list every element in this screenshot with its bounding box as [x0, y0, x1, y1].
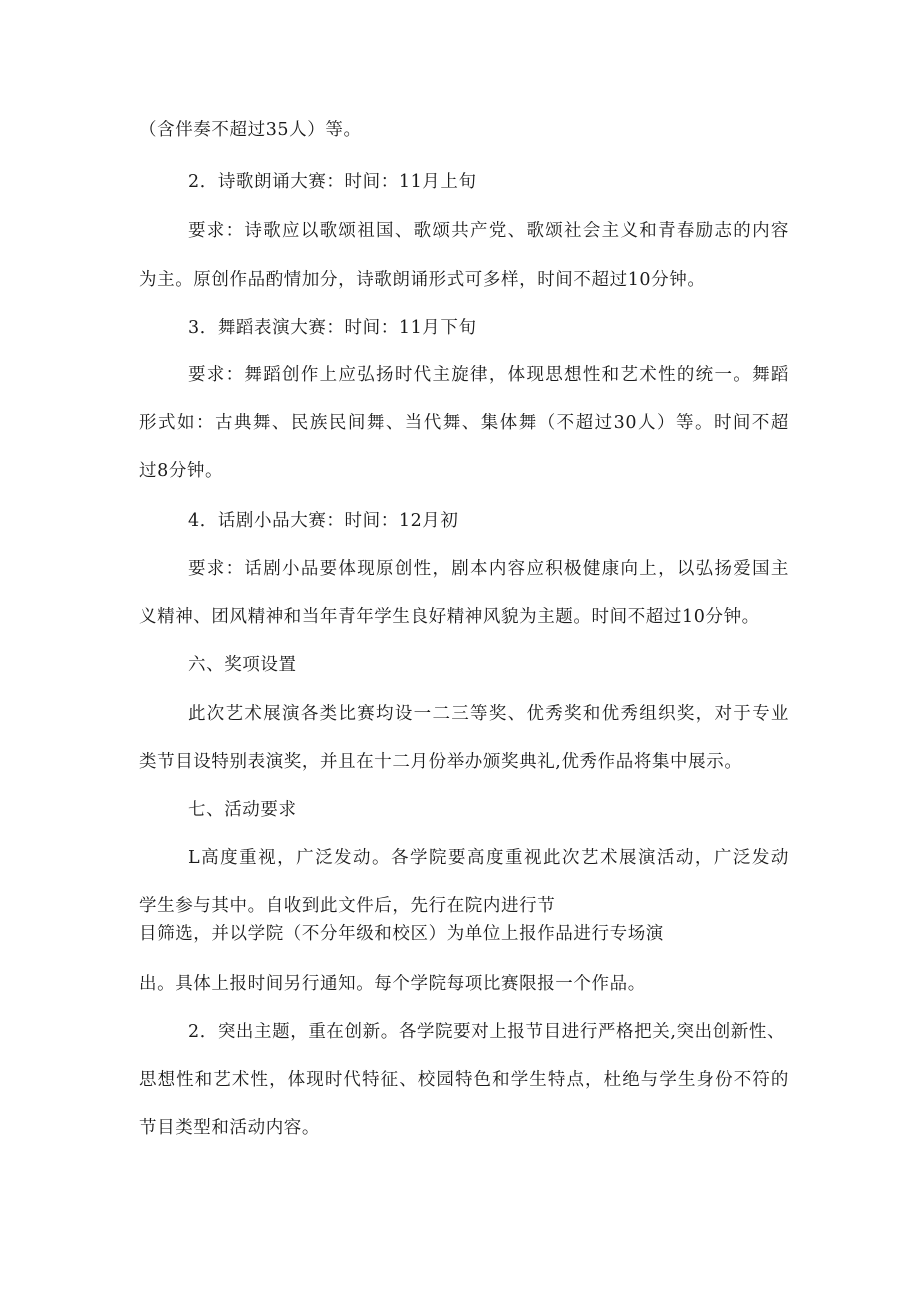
section-heading-drama: 4．话剧小品大赛：时间：12月初 [188, 511, 459, 531]
text-line: （含伴奏不超过35人）等。 [139, 120, 362, 140]
text-line: 为主。原创作品酌情加分，诗歌朗诵形式可多样，时间不超过10分钟。 [139, 270, 706, 290]
text-line: 要求：话剧小品要体现原创性，剧本内容应积极健康向上，以弘扬爱国主 [188, 559, 789, 579]
text-line: 目筛选，并以学院（不分年级和校区）为单位上报作品进行专场演 [139, 924, 664, 944]
text-line: 形式如：古典舞、民族民间舞、当代舞、集体舞（不超过30人）等。时间不超 [139, 413, 789, 433]
text-line: 2．突出主题，重在创新。各学院要对上报节目进行严格把关,突出创新性、 [188, 1022, 786, 1042]
text-line: 学生参与其中。自收到此文件后，先行在院内进行节 [139, 896, 556, 916]
section-heading-poetry: 2．诗歌朗诵大赛：时间：11月上旬 [188, 172, 477, 192]
text-line: 要求：诗歌应以歌颂祖国、歌颂共产党、歌颂社会主义和青春励志的内容 [188, 221, 789, 241]
text-line: 类节目设特别表演奖，并且在十二月份举办颁奖典礼,优秀作品将集中展示。 [139, 752, 743, 772]
text-line: 此次艺术展演各类比赛均设一二三等奖、优秀奖和优秀组织奖，对于专业 [188, 704, 789, 724]
section-heading-dance: 3．舞蹈表演大赛：时间：11月下旬 [188, 318, 477, 338]
section-heading-awards: 六、奖项设置 [188, 655, 297, 675]
text-line: 思想性和艺术性，体现时代特征、校园特色和学生特点，杜绝与学生身份不符的 [139, 1070, 789, 1090]
text-line: 要求：舞蹈创作上应弘扬时代主旋律，体现思想性和艺术性的统一。舞蹈 [188, 365, 789, 385]
text-line: 义精神、团风精神和当年青年学生良好精神风貌为主题。时间不超过10分钟。 [139, 607, 760, 627]
text-line: 过8分钟。 [139, 461, 224, 481]
text-line: 节目类型和活动内容。 [139, 1118, 320, 1138]
text-line: 出。具体上报时间另行通知。每个学院每项比赛限报一个作品。 [139, 974, 646, 994]
section-heading-requirements: 七、活动要求 [188, 800, 297, 820]
text-line: L高度重视，广泛发动。各学院要高度重视此次艺术展演活动，广泛发动 [188, 848, 789, 868]
